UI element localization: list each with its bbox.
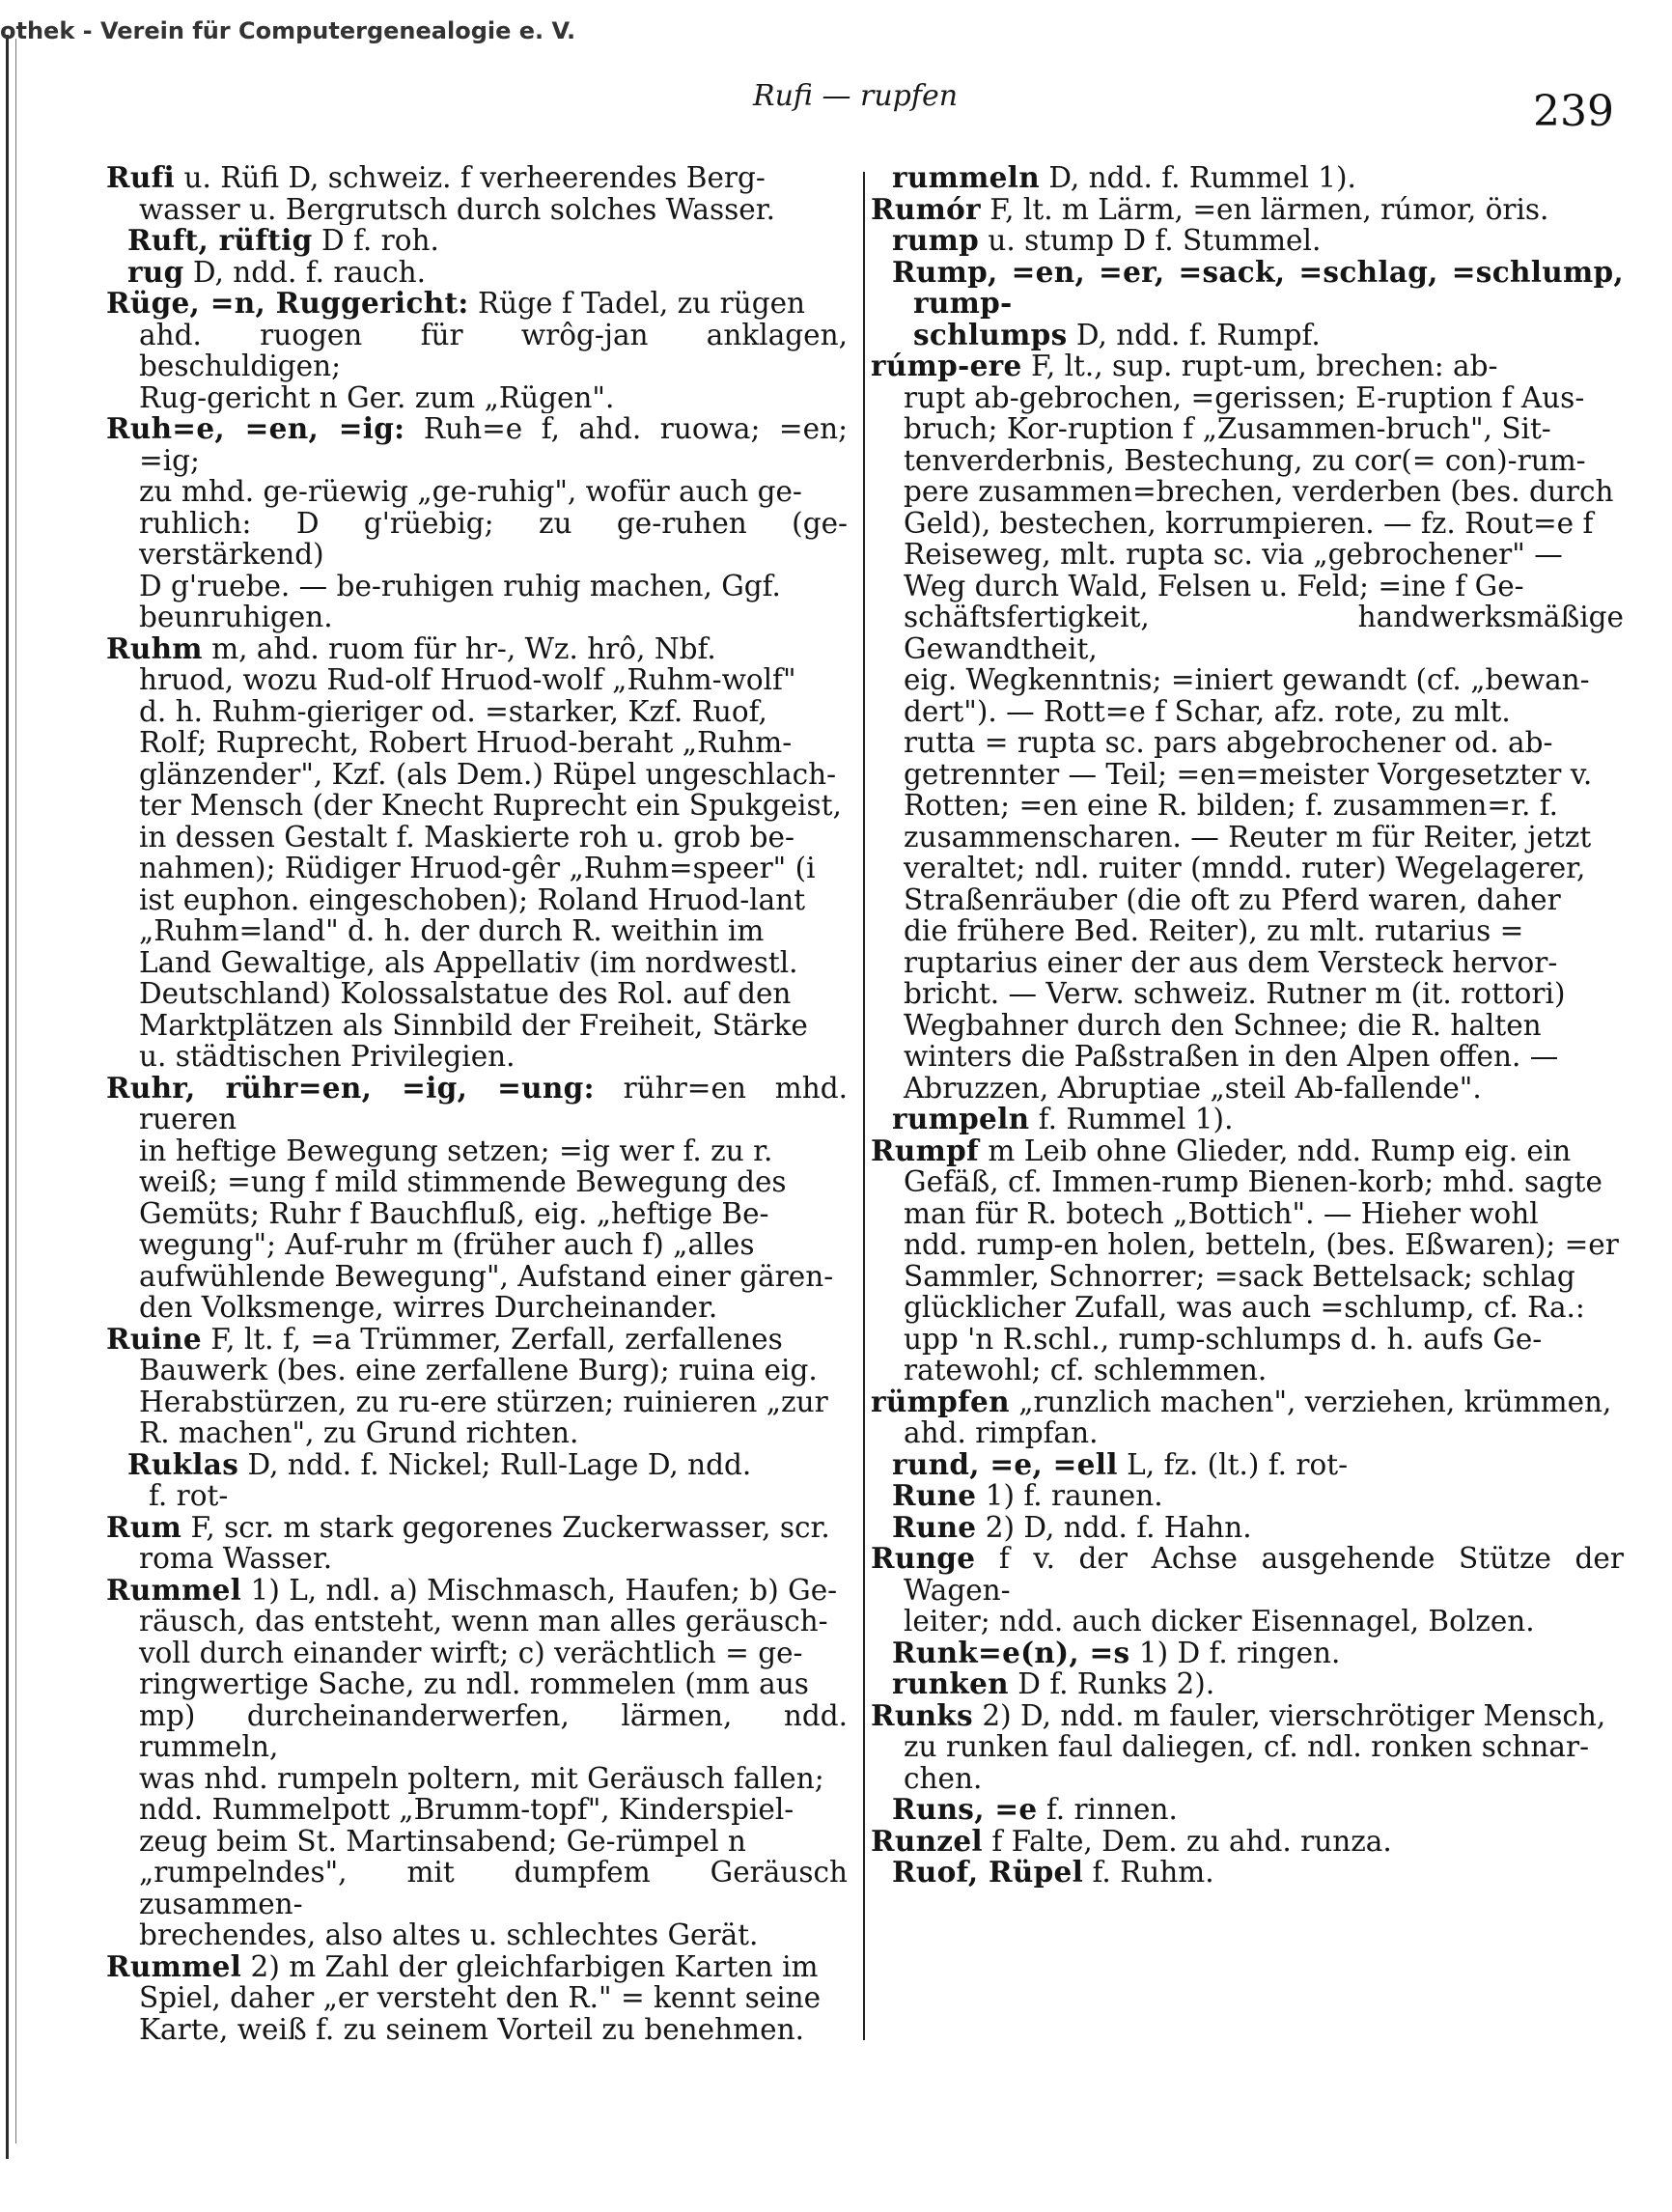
dictionary-entry (871, 257, 1624, 351)
entry-headword: Rufi (106, 162, 176, 194)
dictionary-entry (871, 1638, 1624, 1669)
entry-text: f. rinnen. (1037, 1794, 1178, 1826)
entry-headword: rumpeln (892, 1104, 1030, 1135)
dictionary-entry (871, 162, 1624, 194)
dictionary-entry (871, 194, 1624, 226)
dictionary-entry (106, 1951, 848, 2046)
entry-headword: rump (892, 225, 980, 257)
entry-headword: rümpfen (871, 1386, 1010, 1418)
page-edge-rule-inner (15, 39, 16, 2143)
dictionary-entry (106, 1324, 848, 1449)
dictionary-entry (871, 1512, 1624, 1544)
entry-headword: Ruh=e, =en, =ig: (106, 413, 405, 445)
running-head: Rufi — rupfen (753, 79, 959, 113)
dictionary-entry (871, 350, 1624, 1104)
entry-text: Rüge f Tadel, zu rügen ahd. ruogen für wrôg-jan anklagen, beschuldigen; Rug-gericht n Ger. zum „Rügen". (139, 288, 848, 413)
entry-headword: rúmp-ere (871, 350, 1022, 382)
entry-text: f. Rummel 1). (1029, 1104, 1234, 1135)
entry-text: m, ahd. ruom für hr-, Wz. hrô, Nbf. hruod, wozu Rud-olf Hruod-wolf „Ruhm-wolf" d. h. Ruhm-gieriger od. =starker, Kzf. Ruof, Rolf; Ruprecht, Robert Hruod-beraht „Ruhm- glänzender", Kzf. (als Dem.) Rüpel ungeschlach- ter Mensch (der Knecht Ruprecht ein Spukgeist, in dessen Gestalt f. Maskierte roh u. grob be- nahmen); Rüdiger Hruod-gêr „Ruhm=speer" (i ist euphon. eingeschoben); Roland Hruod-lant „Ruhm=land" d. h. der durch R. weithin im Land Gewaltige, als Appellativ (im nordwestl. Deutschland) Kolossalstatue des Rol. auf den Marktplätzen als Sinnbild der Freiheit, Stärke u. städtischen Privilegien. (139, 632, 842, 1073)
dictionary-entry (871, 1700, 1624, 1795)
entry-text: F, scr. m stark gegorenes Zuckerwasser, scr. roma Wasser. (139, 1511, 830, 1575)
entry-headword: Ruhr, rühr=en, =ig, =ung: (106, 1072, 595, 1105)
entry-headword: Runs, =e (892, 1794, 1038, 1826)
source-watermark: othek - Verein für Computergenealogie e. V. (0, 17, 576, 44)
dictionary-entry (106, 1512, 848, 1575)
entry-text: 1) D f. ringen. (1129, 1637, 1341, 1668)
entry-text: 1) f. raunen. (976, 1480, 1163, 1512)
entry-headword: Ruine (106, 1323, 202, 1356)
dictionary-entry (871, 1826, 1624, 1858)
entry-headword: Runge (871, 1543, 976, 1575)
entry-text: D, ndd. f. Rumpf. (1067, 318, 1321, 350)
dictionary-entry (106, 1449, 848, 1512)
dictionary-entry (871, 1668, 1624, 1700)
left-column (106, 162, 848, 2045)
entry-headword: Rump, =en, =er, =sack, =schlag, =schlump, rump- schlumps (892, 256, 1624, 350)
entry-headword: Rune (892, 1480, 977, 1512)
entry-headword: runken (892, 1668, 1009, 1700)
entry-headword: Rummel (106, 1950, 242, 1983)
dictionary-entry (106, 413, 848, 633)
entry-text: u. stump D f. Stummel. (979, 225, 1322, 257)
entry-headword: Ruof, Rüpel (892, 1857, 1084, 1889)
entry-text: 2) D, ndd. f. Hahn. (976, 1511, 1252, 1543)
entry-text: f v. der Achse ausgehende Stütze der Wagen- leiter; ndd. auch dicker Eisennagel, Bolzen. (904, 1543, 1624, 1638)
entry-text: rühr=en mhd. rueren in heftige Bewegung setzen; =ig wer f. zu r. weiß; =ung f mild stimmende Bewegung des Gemüts; Ruhr f Bauchfluß, eig. „heftige Be- wegung"; Auf-ruhr m (früher auch f) „alles aufwühlende Bewegung", Aufstand einer gären- den Volksmenge, wirres Durcheinander. (139, 1072, 848, 1324)
dictionary-entry (871, 1386, 1624, 1449)
entry-headword: Ruft, rüftig (127, 225, 313, 257)
entry-headword: Rumór (871, 193, 981, 225)
dictionary-entry (871, 225, 1624, 257)
entry-text: f Falte, Dem. zu ahd. runza. (982, 1825, 1392, 1857)
dictionary-entry (106, 257, 848, 289)
dictionary-entry (871, 1449, 1624, 1481)
entry-headword: Runks (871, 1699, 973, 1732)
entry-headword: rug (127, 256, 184, 288)
entry-text: f. Ruhm. (1083, 1857, 1214, 1889)
entry-text: m Leib ohne Glieder, ndd. Rump eig. ein Gefäß, cf. Immen-rump Bienen-korb; mhd. sagte man für R. botech „Bottich". — Hieher wohl ndd. rump-en holen, betteln, (bes. Eßwaren); =er Sammler, Schnorrer; =sack Bettelsack; schlag glücklicher Zufall, was auch =schlump, cf. Ra.: upp 'n R.schl., rump-schlumps d. h. aufs Ge- ratewohl; cf. schlemmen. (904, 1134, 1619, 1386)
entry-text: D, ndd. f. Nickel; Rull-Lage D, ndd. f. rot- (149, 1448, 752, 1512)
entry-text: F, lt. f, =a Trümmer, Zerfall, zerfallenes Bauwerk (bes. eine zerfallene Burg); ruina eig. Herabstürzen, zu ru-ere stürzen; ruinieren „zur R. machen", zu Grund richten. (139, 1323, 828, 1449)
entry-text: L, fz. (lt.) f. rot- (1117, 1448, 1349, 1480)
entry-headword: Rummel (106, 1574, 242, 1607)
entry-text: D f. roh. (312, 225, 439, 257)
entry-headword: rummeln (892, 162, 1040, 194)
right-column (871, 162, 1624, 1889)
dictionary-entry (106, 225, 848, 257)
dictionary-entry (106, 633, 848, 1073)
entry-headword: Runzel (871, 1825, 983, 1857)
dictionary-entry (106, 1073, 848, 1324)
entry-text: D, ndd. f. Rummel 1). (1039, 162, 1356, 194)
entry-headword: Rum (106, 1511, 182, 1544)
entry-headword: Rumpf (871, 1134, 979, 1167)
entry-text: F, lt. m Lärm, =en lärmen, rúmor, öris. (980, 193, 1549, 225)
entry-headword: Runk=e(n), =s (892, 1637, 1130, 1668)
dictionary-entry (871, 1543, 1624, 1638)
dictionary-entry (871, 1480, 1624, 1512)
dictionary-entry (106, 162, 848, 225)
entry-text: 2) m Zahl der gleichfarbigen Karten im Spiel, daher „er versteht den R." = kennt seine Karte, weiß f. zu seinem Vorteil zu benehmen. (139, 1950, 822, 2045)
entry-text: 2) D, ndd. m fauler, vierschrötiger Mensch, zu runken faul daliegen, cf. ndl. ronken schnar- chen. (904, 1699, 1606, 1794)
entry-text: 1) L, ndl. a) Mischmasch, Haufen; b) Ge- räusch, das entsteht, wenn man alles geräusch- voll durch einander wirft; c) verächtlich = ge- ringwertige Sache, zu ndl. rommelen (mm aus mp) durcheinanderwerfen, lärmen, ndd. rummeln, was nhd. rumpeln poltern, mit Geräusch fallen; ndd. Rummelpott „Brumm-topf", Kinderspiel- zeug beim St. Martinsabend; Ge-rümpel n „rumpelndes", mit dumpfem Geräusch zusammen- brechendes, also altes u. schlechtes Gerät. (139, 1574, 848, 1951)
entry-text: Ruh=e f, ahd. ruowa; =en; =ig; zu mhd. ge-rüewig „ge-ruhig", wofür auch ge- ruhlich: D g'rüebig; zu ge-ruhen (ge- verstärkend) D g'ruebe. — be-ruhigen ruhig machen, Ggf. beunruhigen. (139, 413, 848, 633)
entry-text: u. Rüfi D, schweiz. f verheerendes Berg- wasser u. Bergrutsch durch solches Wasser. (139, 162, 775, 225)
column-divider (863, 172, 865, 2040)
dictionary-entry (106, 288, 848, 413)
page-edge-rule (6, 35, 9, 2159)
entry-text: D, ndd. f. rauch. (183, 256, 426, 288)
entry-headword: Ruklas (127, 1448, 239, 1481)
dictionary-entry (106, 1575, 848, 1951)
dictionary-entry (871, 1135, 1624, 1386)
dictionary-entry (871, 1104, 1624, 1135)
entry-headword: Rüge, =n, Ruggericht: (106, 288, 469, 320)
page-number: 239 (1533, 87, 1614, 136)
entry-text: F, lt., sup. rupt-um, brechen: ab- rupt ab-gebrochen, =gerissen; E-ruption f Aus- bruch; Kor-ruption f „Zusammen-bruch", Sit- tenverderbnis, Bestechung, zu cor(= con)-rum- pere zusammen=brechen, verderben (bes. durch Geld), bestechen, korrumpieren. — fz. Rout=e f Reiseweg, mlt. rupta sc. via „gebrochener" — Weg durch Wald, Felsen u. Feld; =ine f Ge- schäftsfertigkeit, handwerksmäßige Gewandtheit, eig. Wegkenntnis; =iniert gewandt (cf. „bewan- dert"). — Rott=e f Schar, afz. rote, zu mlt. rutta = rupta sc. pars abgebrochener od. ab- getrennter — Teil; =en=meister Vorgesetzter v. Rotten; =en eine R. bilden; f. zusammen=r. f. zusammenscharen. — Reuter m für Reiter, jetzt veraltet; ndl. ruiter (mndd. ruter) Wegelagerer, Straßenräuber (die oft zu Pferd waren, daher die frühere Bed. Reiter), zu mlt. rutarius = ruptarius einer der aus dem Versteck hervor- bricht. — Verw. schweiz. Rutner m (it. rottori) Wegbahner durch den Schnee; die R. halten winters die Paßstraßen in den Alpen offen. — Abruzzen, Abruptiae „steil Ab-fallende". (904, 350, 1624, 1104)
entry-text: D f. Runks 2). (1008, 1668, 1215, 1700)
entry-headword: Rune (892, 1511, 977, 1543)
entry-text: „runzlich machen", verziehen, krümmen, ahd. rimpfan. (904, 1386, 1612, 1449)
entry-headword: rund, =e, =ell (892, 1448, 1118, 1480)
entry-headword: Ruhm (106, 632, 203, 665)
dictionary-entry (871, 1794, 1624, 1826)
dictionary-entry (871, 1857, 1624, 1889)
